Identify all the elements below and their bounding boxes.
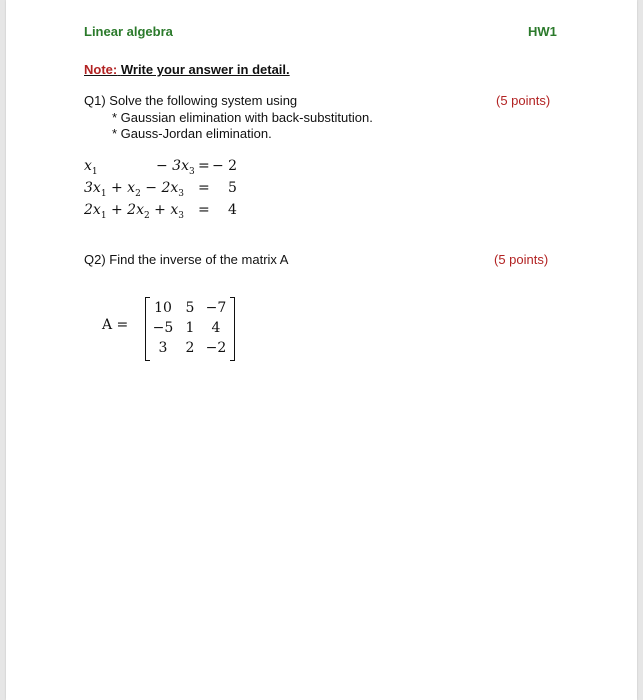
matrix-cell: 3	[158, 340, 168, 356]
equation-1-lhs-c: − $3x_3$	[156, 158, 195, 177]
q2-points: (5 points)	[494, 252, 549, 267]
q1-points: (5 points)	[496, 93, 551, 108]
note-label: Note:	[84, 62, 118, 77]
equation-1-rhs: − 2	[212, 158, 238, 174]
equation-2-equals: =	[198, 180, 210, 196]
q1-prompt: Q1) Solve the following system using	[84, 93, 298, 108]
equation-1-lhs-a: $x_1$	[84, 158, 98, 177]
matrix-label: A =	[102, 317, 129, 333]
document-page	[6, 0, 637, 700]
matrix-cell: 5	[185, 300, 195, 316]
matrix-right-bracket	[230, 297, 235, 361]
course-title: Linear algebra	[84, 24, 173, 39]
q2-prompt: Q2) Find the inverse of the matrix A	[84, 252, 289, 267]
equation-1-equals: =	[198, 158, 210, 174]
matrix-cell: −7	[205, 300, 227, 316]
matrix-cell: −5	[152, 320, 174, 336]
matrix-cell: 1	[185, 320, 195, 336]
equation-2-lhs: $3x_1 + x_2 - 2x_3$	[84, 180, 184, 199]
matrix-cell: 4	[211, 320, 221, 336]
q1-method-1: * Gaussian elimination with back-substitution.	[112, 110, 373, 125]
matrix-cell: 10	[154, 300, 172, 316]
matrix-cell: −2	[205, 340, 227, 356]
equation-2-rhs: 5	[228, 180, 237, 196]
equation-3-lhs: $2x_1 + 2x_2 + x_3$	[84, 202, 184, 221]
q1-method-2: * Gauss-Jordan elimination.	[112, 126, 272, 141]
equation-3-equals: =	[198, 202, 210, 218]
equation-3-rhs: 4	[228, 202, 237, 218]
note-text: Write your answer in detail.	[120, 62, 290, 77]
matrix-cell: 2	[185, 340, 195, 356]
note-line	[84, 62, 290, 77]
homework-label: HW1	[528, 24, 557, 39]
